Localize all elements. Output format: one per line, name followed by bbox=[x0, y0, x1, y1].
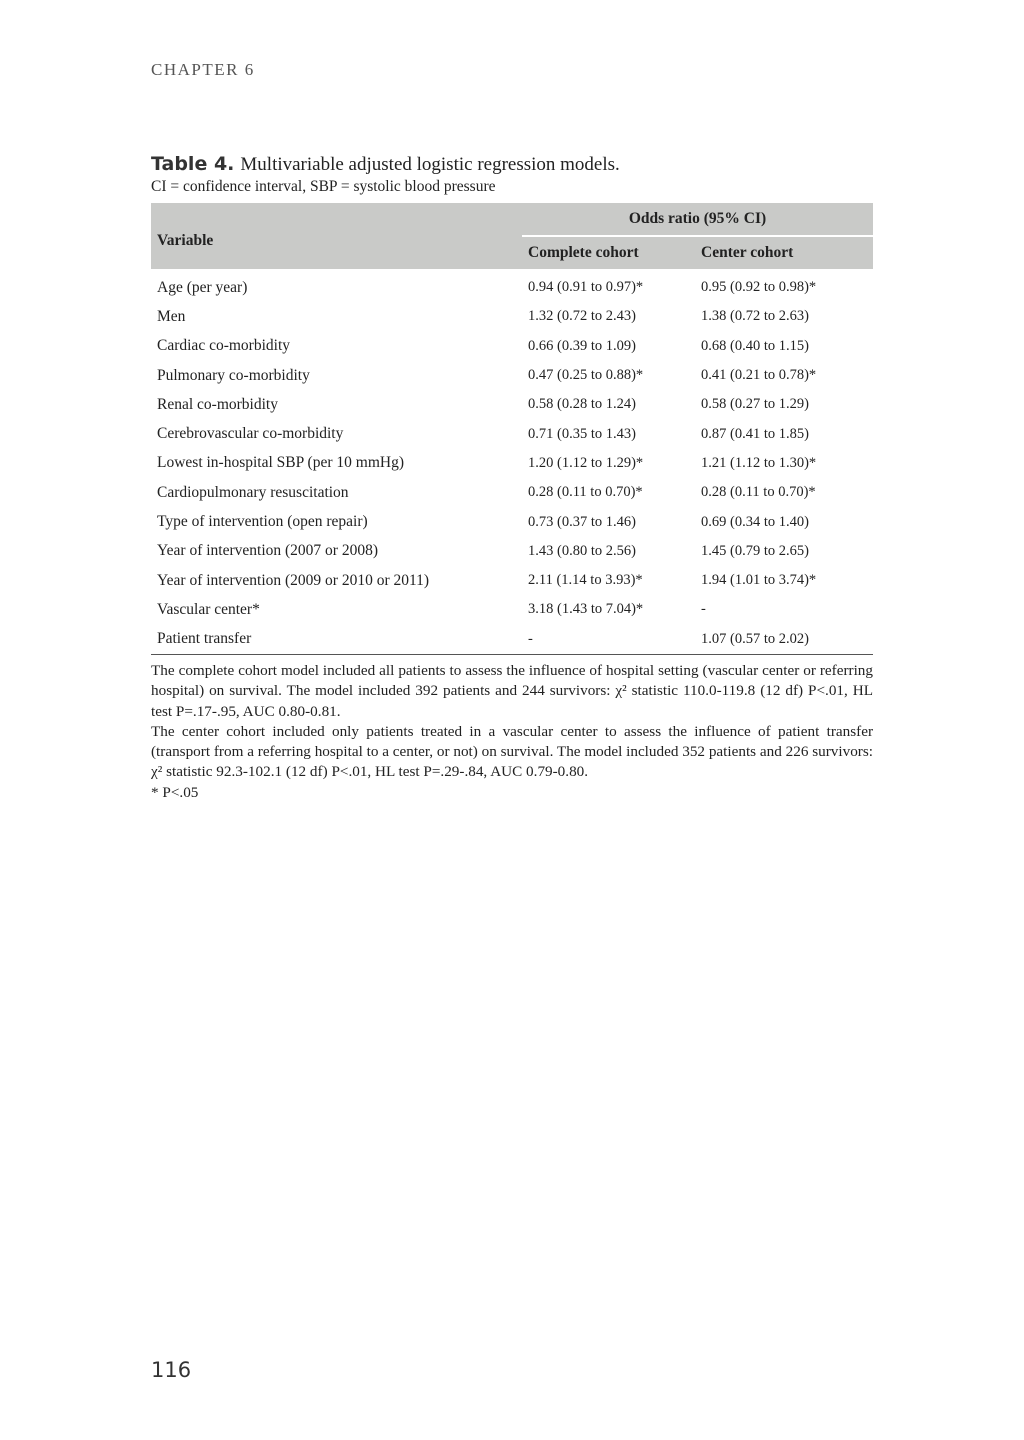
note-complete-model: The complete cohort model included all patients to assess the influence of hospital setting (vascular center or referring hospital) on survival. The model included 392 patients and 244 survivors: χ² statistic 110.0-119.8 (12 df) P<.01, HL test P=.17-.95, AUC 0.80-0.81. bbox=[151, 662, 873, 720]
cell-center-cohort: 1.38 (0.72 to 2.63) bbox=[701, 308, 809, 325]
cell-center-cohort: 1.94 (1.01 to 3.74)* bbox=[701, 572, 817, 589]
table-row bbox=[151, 361, 873, 390]
note-significance: * P<.05 bbox=[151, 783, 199, 801]
header-complete-cohort: Complete cohort bbox=[522, 236, 695, 269]
table-row bbox=[151, 507, 873, 536]
table-label: Table 4. bbox=[151, 153, 235, 175]
cell-center-cohort: 0.58 (0.27 to 1.29) bbox=[701, 396, 809, 413]
table-row bbox=[151, 625, 873, 655]
header-variable: Variable bbox=[151, 203, 522, 269]
cell-complete-cohort: 0.28 (0.11 to 0.70)* bbox=[528, 484, 643, 501]
cell-variable: Type of intervention (open repair) bbox=[157, 513, 368, 531]
table-row bbox=[151, 419, 873, 448]
note-center-model: The center cohort included only patients treated in a vascular center to assess the influence of patient transfer (transport from a referring hospital to a center, or not) on survival. The model included 352 patients and 226 survivors: χ² statistic 92.3-102.1 (12 df) P<.01, HL test P=.29-.84, AUC 0.79-0.80. bbox=[151, 722, 873, 781]
cell-center-cohort: 1.07 (0.57 to 2.02) bbox=[695, 625, 873, 655]
cell-complete-cohort: 1.32 (0.72 to 2.43) bbox=[528, 308, 636, 325]
caption-title-line bbox=[151, 152, 873, 177]
cell-variable: Age (per year) bbox=[157, 278, 248, 296]
cell-complete-cohort: 3.18 (1.43 to 7.04)* bbox=[528, 601, 644, 618]
cell-variable: Renal co-morbidity bbox=[157, 395, 278, 413]
running-head: CHAPTER 6 bbox=[151, 60, 255, 79]
table-row bbox=[151, 390, 873, 419]
cell-variable: Cardiopulmonary resuscitation bbox=[157, 483, 349, 501]
header-center-cohort: Center cohort bbox=[695, 236, 873, 269]
table-caption bbox=[151, 152, 873, 197]
cell-complete-cohort: 1.20 (1.12 to 1.29)* bbox=[528, 454, 644, 471]
cell-complete-cohort: 2.11 (1.14 to 3.93)* bbox=[528, 572, 643, 589]
table-row bbox=[151, 332, 873, 361]
cell-center-cohort: 0.68 (0.40 to 1.15) bbox=[701, 337, 809, 354]
cell-variable: Cardiac co-morbidity bbox=[157, 337, 290, 355]
cell-complete-cohort: 0.58 (0.28 to 1.24) bbox=[528, 396, 636, 413]
cell-center-cohort: 0.41 (0.21 to 0.78)* bbox=[701, 367, 817, 384]
page-number: 116 bbox=[151, 1358, 192, 1382]
cell-center-cohort: 0.87 (0.41 to 1.85) bbox=[701, 425, 809, 442]
table-row bbox=[151, 595, 873, 624]
cell-complete-cohort: 1.43 (0.80 to 2.56) bbox=[528, 542, 636, 559]
cell-complete-cohort: 0.71 (0.35 to 1.43) bbox=[528, 425, 636, 442]
cell-complete-cohort: 0.47 (0.25 to 0.88)* bbox=[528, 367, 644, 384]
cell-complete-cohort: 0.94 (0.91 to 0.97)* bbox=[528, 279, 644, 296]
table-row bbox=[151, 449, 873, 478]
table-body bbox=[151, 269, 873, 654]
cell-center-cohort: 1.21 (1.12 to 1.30)* bbox=[701, 454, 817, 471]
cell-variable: Patient transfer bbox=[151, 625, 522, 655]
cell-complete-cohort: - bbox=[522, 625, 695, 655]
cell-center-cohort: 0.69 (0.34 to 1.40) bbox=[701, 513, 809, 530]
cell-complete-cohort: 0.73 (0.37 to 1.46) bbox=[528, 513, 636, 530]
table-row bbox=[151, 537, 873, 566]
cell-center-cohort: 1.45 (0.79 to 2.65) bbox=[701, 542, 809, 559]
table-row bbox=[151, 273, 873, 302]
cell-variable: Vascular center* bbox=[157, 600, 260, 618]
cell-variable: Lowest in-hospital SBP (per 10 mmHg) bbox=[157, 454, 404, 472]
table-row bbox=[151, 302, 873, 331]
table-notes bbox=[151, 661, 873, 803]
cell-center-cohort: - bbox=[701, 601, 706, 618]
cell-center-cohort: 0.95 (0.92 to 0.98)* bbox=[701, 279, 817, 296]
cell-variable: Year of intervention (2007 or 2008) bbox=[157, 542, 378, 560]
cell-variable: Year of intervention (2009 or 2010 or 2011) bbox=[157, 571, 430, 589]
table-row bbox=[151, 478, 873, 507]
table-title: Multivariable adjusted logistic regression models. bbox=[240, 154, 620, 175]
header-odds-ratio: Odds ratio (95% CI) bbox=[522, 203, 873, 236]
regression-table bbox=[151, 203, 873, 655]
table-abbreviations: CI = confidence interval, SBP = systolic blood pressure bbox=[151, 178, 496, 195]
cell-complete-cohort: 0.66 (0.39 to 1.09) bbox=[528, 337, 636, 354]
cell-variable: Cerebrovascular co-morbidity bbox=[157, 425, 344, 443]
table-row bbox=[151, 566, 873, 595]
cell-center-cohort: 0.28 (0.11 to 0.70)* bbox=[701, 484, 816, 501]
cell-variable: Pulmonary co-morbidity bbox=[157, 366, 310, 384]
cell-variable: Men bbox=[157, 307, 186, 325]
